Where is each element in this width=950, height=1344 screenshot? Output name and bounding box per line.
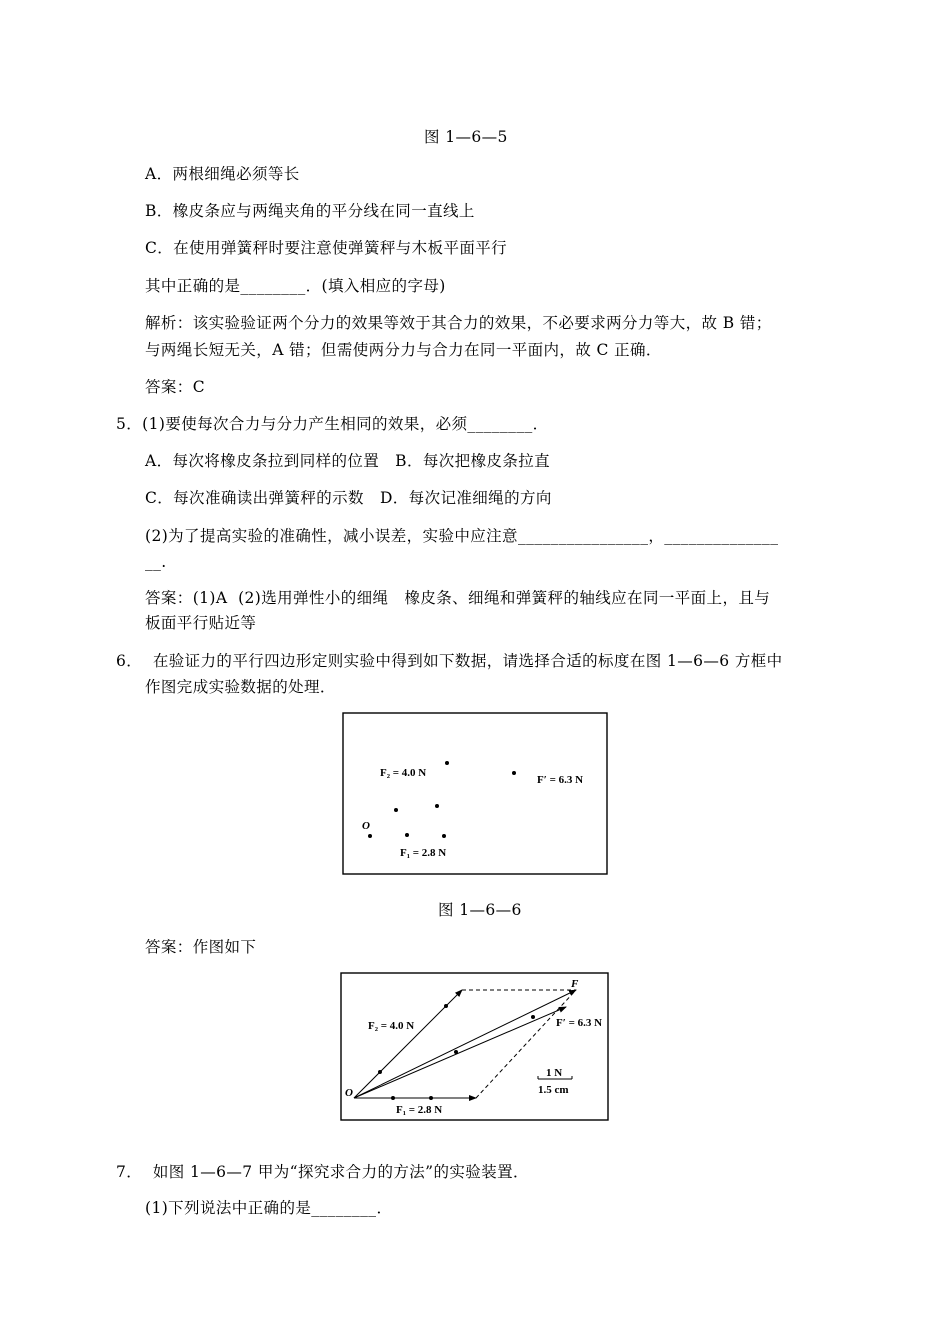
data-point: [512, 771, 516, 775]
q5-part2-line2: __.: [145, 553, 167, 571]
q5-answer-line2: 板面平行贴近等: [145, 614, 257, 632]
scale-label-length: 1.5 cm: [538, 1084, 569, 1096]
data-point: [442, 834, 446, 838]
data-point: [444, 1004, 448, 1008]
label-f-prime: F′ = 6.3 N: [556, 1017, 603, 1029]
q4-answer: 答案：C: [145, 378, 205, 396]
q4-option-a: A．两根细绳必须等长: [145, 165, 300, 183]
q5-options-cd: C．每次准确读出弹簧秤的示数 D．每次记准细绳的方向: [145, 489, 552, 507]
label-f2: F₂ = 4.0 N: [368, 1020, 415, 1032]
vector-f: [354, 990, 576, 1098]
data-point: [405, 833, 409, 837]
data-point: [429, 1096, 433, 1100]
figure-answer-diagram: [340, 972, 610, 1122]
q5-answer-line1: 答案：(1)A (2)选用弹性小的细绳 橡皮条、细绳和弹簧秤的轴线应在同一平面上，且与: [145, 589, 771, 607]
q6-answer: 答案：作图如下: [145, 938, 257, 956]
label-f-prime: F′ = 6.3 N: [537, 774, 584, 786]
q5-part2-line1: (2)为了提高实验的准确性，减小误差，实验中应注意________________，______________: [145, 527, 779, 545]
label-f: F: [571, 978, 579, 990]
scale-label-force: 1 N: [546, 1067, 563, 1079]
label-o: O: [345, 1087, 353, 1099]
dashed-side-right: [476, 990, 576, 1098]
q4-option-c: C．在使用弹簧秤时要注意使弹簧秤与木板平面平行: [145, 239, 508, 257]
q4-prompt: 其中正确的是________．(填入相应的字母): [145, 277, 446, 295]
figure-caption-1-6-6: 图 1—6—6: [438, 901, 522, 919]
q4-analysis-line2: 与两绳长短无关，A 错；但需使两分力与合力在同一平面内，故 C 正确．: [145, 341, 662, 359]
data-point: [531, 1015, 535, 1019]
q4-analysis-line1: 解析：该实验验证两个分力的效果等效于其合力的效果，不必要求两分力等大，故 B 错；: [145, 314, 772, 332]
q4-option-b: B．橡皮条应与两绳夹角的平分线在同一直线上: [145, 202, 475, 220]
q5-options-ab: A．每次将橡皮条拉到同样的位置 B．每次把橡皮条拉直: [145, 452, 551, 470]
origin-point: [368, 834, 372, 838]
label-f2: F₂ = 4.0 N: [380, 767, 427, 779]
label-f1: F₁ = 2.8 N: [400, 847, 447, 859]
data-point: [378, 1070, 382, 1074]
figure-1-6-6: [342, 712, 609, 876]
data-point: [394, 808, 398, 812]
data-point: [454, 1050, 458, 1054]
label-f1: F₁ = 2.8 N: [396, 1104, 443, 1116]
q7-part1: (1)下列说法中正确的是________．: [145, 1199, 393, 1217]
figure-caption-1-6-5: 图 1—6—5: [424, 128, 508, 146]
data-point: [445, 761, 449, 765]
label-o: O: [362, 820, 370, 832]
q5-stem: 5．(1)要使每次合力与分力产生相同的效果，必须________．: [116, 415, 549, 433]
data-point: [435, 804, 439, 808]
q6-stem-line1: 6． 在验证力的平行四边形定则实验中得到如下数据，请选择合适的标度在图 1—6—6 方框中: [116, 652, 783, 670]
q7-stem: 7． 如图 1—6—7 甲为“探究求合力的方法”的实验装置．: [116, 1163, 529, 1181]
q6-stem-line2: 作图完成实验数据的处理．: [145, 678, 336, 696]
data-point: [391, 1096, 395, 1100]
